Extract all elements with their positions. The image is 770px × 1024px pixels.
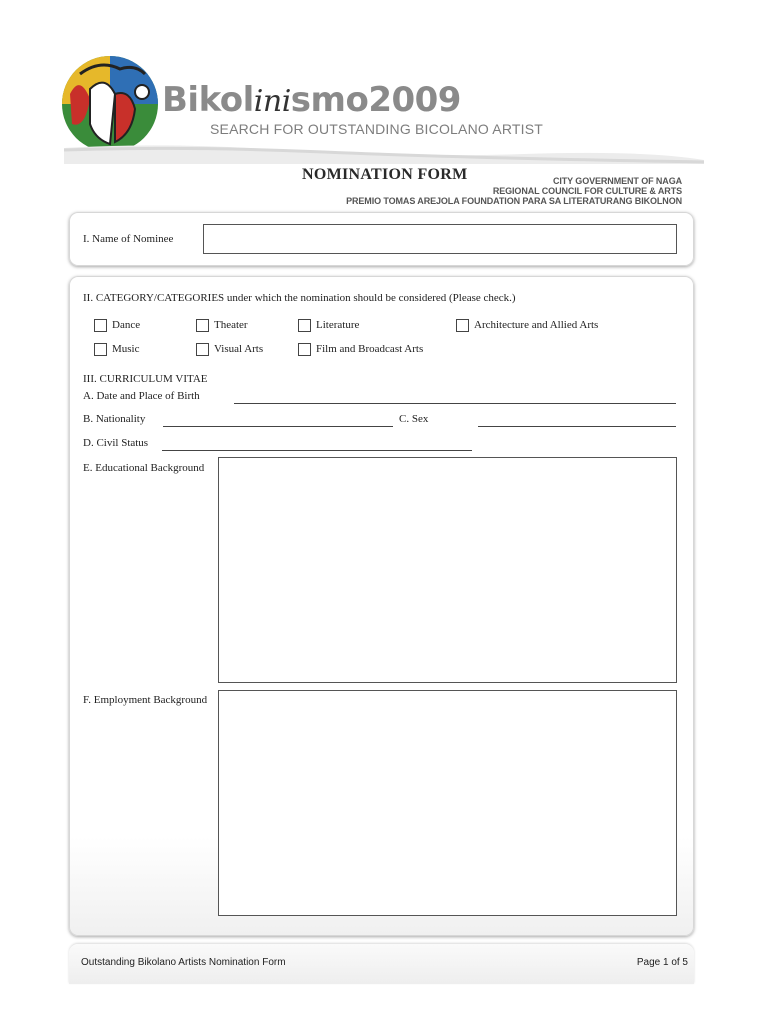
category-literature-label: Literature: [316, 319, 360, 331]
category-film-broadcast-checkbox[interactable]: [298, 343, 311, 356]
form-title: NOMINATION FORM: [302, 166, 468, 183]
brand-script: ini: [253, 84, 291, 119]
nominee-name-label: I. Name of Nominee: [83, 233, 174, 245]
brand-prefix: Bikol: [162, 80, 254, 120]
brand-wordmark: [162, 80, 461, 120]
civil-status-label: D. Civil Status: [83, 437, 149, 449]
category-architecture-checkbox[interactable]: [456, 319, 469, 332]
category-section-label: II. CATEGORY/CATEGORIES under which the nomination should be considered (Please check.): [83, 292, 516, 304]
brush-stroke-divider: [64, 140, 704, 164]
category-dance-label: Dance: [112, 319, 141, 331]
employment-background-field[interactable]: [218, 690, 677, 916]
date-place-birth-label: A. Date and Place of Birth: [83, 390, 200, 402]
category-music-label: Music: [112, 343, 140, 355]
org-city-government: CITY GOVERNMENT OF NAGA: [552, 176, 682, 186]
curriculum-vitae-label: III. CURRICULUM VITAE: [83, 373, 208, 385]
category-theater-checkbox[interactable]: [196, 319, 209, 332]
org-premio-foundation: PREMIO TOMAS AREJOLA FOUNDATION PARA SA LITERATURANG BIKOLNON: [346, 196, 682, 206]
category-visual-arts-checkbox[interactable]: [196, 343, 209, 356]
brand-suffix: smo2009: [290, 80, 461, 120]
sex-field[interactable]: [478, 426, 676, 427]
brand-tagline: SEARCH FOR OUTSTANDING BICOLANO ARTIST: [210, 121, 544, 137]
category-dance-checkbox[interactable]: [94, 319, 107, 332]
category-film-broadcast-label: Film and Broadcast Arts: [316, 343, 424, 355]
category-visual-arts-label: Visual Arts: [214, 343, 264, 355]
footer-panel: [69, 944, 694, 984]
nominee-name-field[interactable]: [203, 224, 677, 254]
employment-background-label: F. Employment Background: [83, 694, 208, 706]
category-music-checkbox[interactable]: [94, 343, 107, 356]
nationality-field[interactable]: [163, 426, 393, 427]
educational-background-label: E. Educational Background: [83, 462, 205, 474]
educational-background-field[interactable]: [218, 457, 677, 683]
nominee-name-panel: [69, 212, 694, 266]
sex-label: C. Sex: [399, 413, 429, 425]
bikolinismo-logo-emblem: [60, 54, 160, 154]
civil-status-field[interactable]: [162, 450, 472, 451]
footer-form-name: Outstanding Bikolano Artists Nomination Form: [81, 957, 286, 968]
category-theater-label: Theater: [214, 319, 248, 331]
category-literature-checkbox[interactable]: [298, 319, 311, 332]
org-regional-council: REGIONAL COUNCIL FOR CULTURE & ARTS: [492, 186, 682, 196]
nationality-label: B. Nationality: [83, 413, 146, 425]
main-form-panel: [69, 276, 694, 936]
date-place-birth-field[interactable]: [234, 403, 676, 404]
footer-page-number: Page 1 of 5: [636, 957, 688, 968]
category-architecture-label: Architecture and Allied Arts: [474, 319, 599, 331]
